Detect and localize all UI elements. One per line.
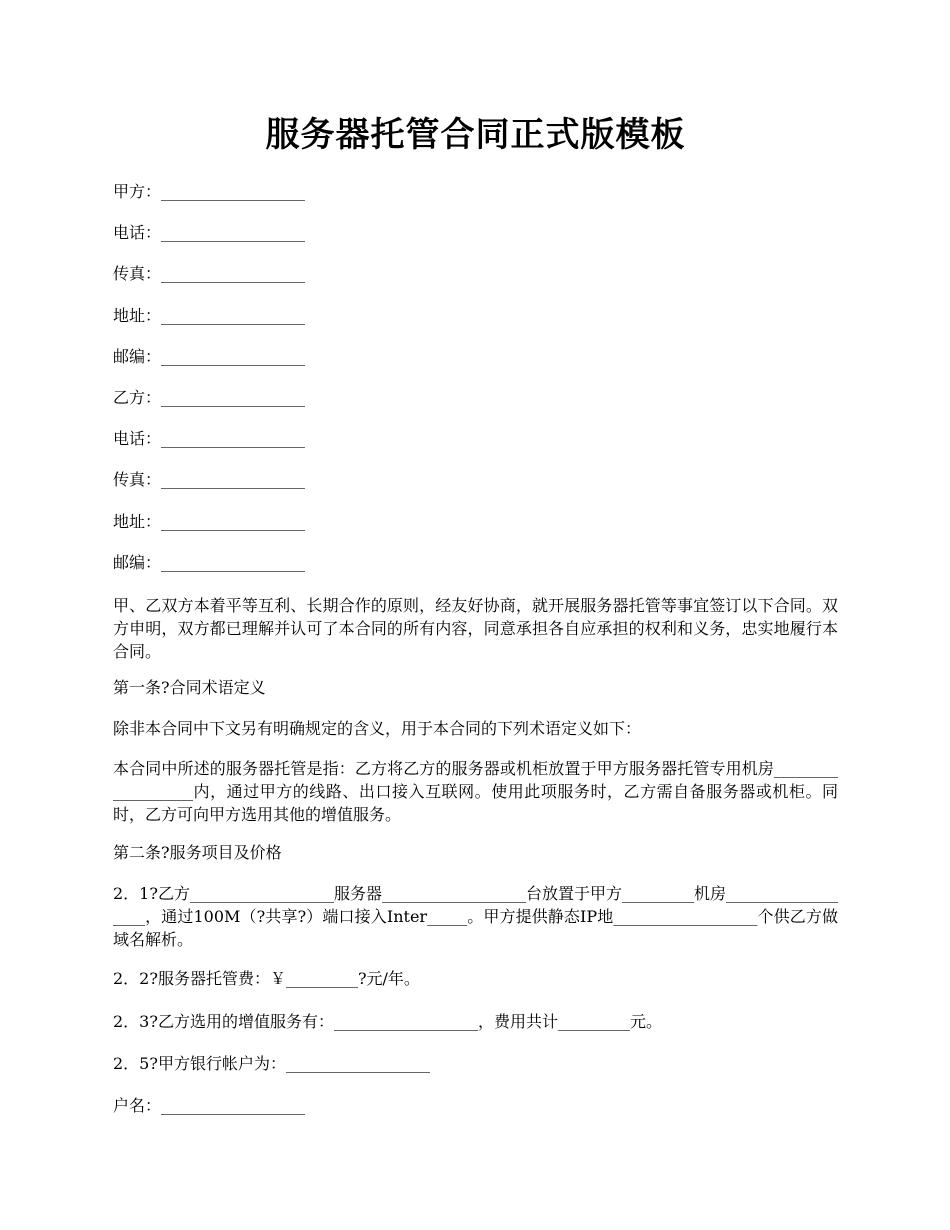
article-1-body: 本合同中所述的服务器托管是指：乙方将乙方的服务器或机柜放置于甲方服务器托管专用机房__________________内，通过甲方的线路、出口接入互联网。使用此项服务时，乙方需自备服务器或机柜。同时，乙方可向甲方选用其他的增值服务。 xyxy=(113,759,838,824)
party-a-postcode-field: 邮编：__________________ xyxy=(113,347,306,366)
party-b-phone-field: 电话：__________________ xyxy=(113,429,306,448)
page-title: 服务器托管合同正式版模板 xyxy=(265,115,686,155)
party-b-name-field: 乙方：__________________ xyxy=(113,388,306,407)
party-b-fax-field: 传真：__________________ xyxy=(113,470,306,489)
party-a-name-field: 甲方：__________________ xyxy=(113,182,306,201)
clause-2-2: 2．2?服务器托管费：￥_________?元/年。 xyxy=(113,969,420,988)
party-a-fax-field: 传真：__________________ xyxy=(113,264,306,283)
clause-2-3: 2．3?乙方选用的增值服务有：__________________，费用共计_________元。 xyxy=(113,1012,662,1031)
article-1-heading: 第一条?合同术语定义 xyxy=(113,678,266,697)
party-a-address-field: 地址：__________________ xyxy=(113,306,306,325)
party-b-postcode-field: 邮编：__________________ xyxy=(113,553,306,572)
clause-2-1: 2．1?乙方__________________服务器__________________台放置于甲方_________机房__________________，通过100M（?共享?）端口接入Inter_____。甲方提供静态IP地__________________个供乙方做域名解析。 xyxy=(113,884,838,949)
article-2-heading: 第二条?服务项目及价格 xyxy=(113,843,282,862)
intro-paragraph: 甲、乙双方本着平等互利、长期合作的原则，经友好协商，就开展服务器托管等事宜签订以下合同。双方申明，双方都已理解并认可了本合同的所有内容，同意承担各自应承担的权利和义务，忠实地履行本合同。 xyxy=(113,596,838,661)
party-b-address-field: 地址：__________________ xyxy=(113,512,306,531)
article-1-lead: 除非本合同中下文另有明确规定的含义，用于本合同的下列术语定义如下： xyxy=(113,719,642,738)
clause-2-5: 2．5?甲方银行帐户为：__________________ xyxy=(113,1054,430,1073)
party-a-phone-field: 电话：__________________ xyxy=(113,223,306,242)
account-name-field: 户名：__________________ xyxy=(113,1096,306,1115)
